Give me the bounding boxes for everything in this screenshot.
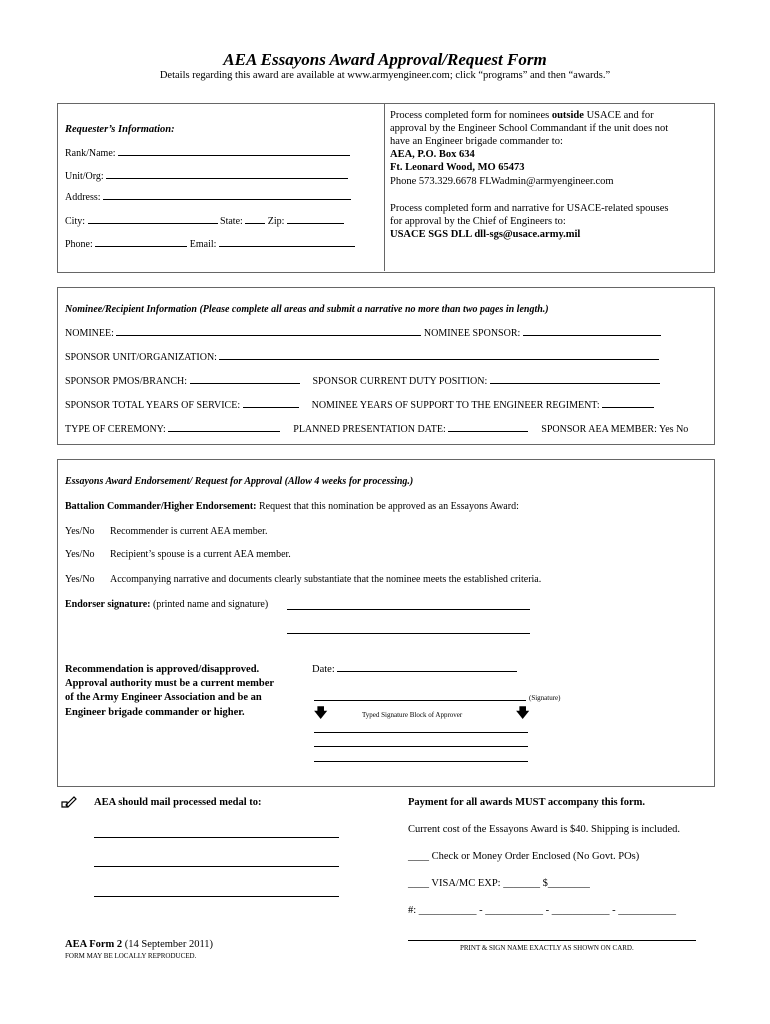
process-line-3: have an Engineer brigade commander to: [390, 136, 563, 147]
form-number [65, 939, 213, 950]
yesno-toggle-2[interactable]: Yes/No [65, 549, 95, 560]
recommendation-line-3: of the Army Engineer Association and be an [65, 692, 262, 703]
usace-line-3: USACE SGS DLL dll-sgs@usace.army.mil [390, 229, 581, 240]
typed-signature-line-2[interactable] [314, 746, 528, 747]
yesno-toggle-3[interactable]: Yes/No [65, 574, 95, 585]
ceremony-label: TYPE OF CEREMONY: [65, 424, 166, 435]
sponsor-years-row[interactable] [65, 400, 654, 411]
battalion-endorsement [65, 501, 519, 512]
nominee-sponsor-label: NOMINEE SPONSOR: [423, 328, 521, 339]
rank-name-label: Rank/Name: [65, 148, 116, 159]
usace-line-2: for approval by the Chief of Engineers to: [390, 216, 566, 227]
process-line-1-pre: Process completed form for nominees [390, 110, 552, 121]
aea-address-2: Ft. Leonard Wood, MO 65473 [390, 162, 525, 173]
down-arrow-icon: 🡇 [516, 705, 530, 720]
ceremony-row[interactable] [65, 424, 688, 435]
state-label: State: [220, 216, 243, 227]
nominee-label: NOMINEE: [65, 328, 114, 339]
award-cost: Current cost of the Essayons Award is $40. Shipping is included. [408, 824, 681, 835]
card-signature-line[interactable] [408, 940, 696, 941]
down-arrow-icon: 🡇 [314, 705, 328, 720]
mail-address-line-3[interactable] [94, 896, 339, 897]
check-option[interactable]: ____ Check or Money Order Enclosed (No Govt. POs) [408, 851, 640, 862]
pen-icon [61, 796, 77, 815]
sponsor-unit-row[interactable] [65, 352, 659, 363]
battalion-text: Request that this nomination be approved as an Essayons Award: [256, 501, 519, 512]
approver-signature-line[interactable] [314, 700, 526, 701]
battalion-label: Battalion Commander/Higher Endorsement: [65, 501, 257, 512]
reproduce-note: FORM MAY BE LOCALLY REPRODUCED. [65, 952, 197, 960]
mail-address-line-2[interactable] [94, 866, 339, 867]
nominee-heading: Nominee/Recipient Information (Please complete all areas and submit a narrative no more than two pages in length.) [65, 304, 549, 315]
zip-label: Zip: [267, 216, 285, 227]
approval-date-field[interactable] [312, 664, 517, 675]
endorser-signature-bold: Endorser signature: [65, 599, 151, 610]
print-sign-label: PRINT & SIGN NAME EXACTLY AS SHOWN ON CARD. [460, 944, 634, 952]
endorser-signature-line-1[interactable] [287, 609, 530, 610]
typed-signature-label: Typed Signature Block of Approver [362, 711, 463, 719]
process-line-1 [390, 110, 654, 121]
process-line-1-post: USACE and for [583, 110, 654, 121]
requester-heading: Requester’s Information: [65, 124, 175, 135]
typed-signature-line-3[interactable] [314, 761, 528, 762]
email-label: Email: [189, 239, 217, 250]
sponsor-years-label: SPONSOR TOTAL YEARS OF SERVICE: [65, 400, 241, 411]
mail-heading: AEA should mail processed medal to: [94, 797, 262, 808]
sponsor-pmos-row[interactable] [65, 376, 660, 387]
recommendation-line-2: Approval authority must be a current member [65, 678, 275, 689]
form-subtitle: Details regarding this award are available at www.armyengineer.com; click “programs” and then “awards.” [159, 70, 611, 81]
criteria-item-1: Recommender is current AEA member. [110, 526, 268, 537]
criteria-item-3: Accompanying narrative and documents clearly substantiate that the nominee meets the established criteria. [110, 574, 542, 585]
aea-phone-email: Phone 573.329.6678 FLWadmin@armyengineer.com [390, 176, 614, 187]
rank-name-field[interactable] [65, 148, 350, 159]
endorser-signature-label [65, 599, 268, 610]
unit-org-field[interactable] [65, 171, 348, 182]
sponsor-aea-member-label: SPONSOR AEA MEMBER: Yes No [541, 424, 689, 435]
unit-org-label: Unit/Org: [65, 171, 104, 182]
process-line-2: approval by the Engineer School Commandant if the unit does not [390, 123, 669, 134]
nominee-row[interactable] [65, 328, 661, 339]
sponsor-pmos-label: SPONSOR PMOS/BRANCH: [65, 376, 187, 387]
sponsor-unit-label: SPONSOR UNIT/ORGANIZATION: [65, 352, 217, 363]
phone-email-field[interactable] [65, 239, 355, 250]
presentation-date-label: PLANNED PRESENTATION DATE: [293, 424, 446, 435]
yesno-toggle-1[interactable]: Yes/No [65, 526, 95, 537]
typed-signature-line-1[interactable] [314, 732, 528, 733]
mail-address-line-1[interactable] [94, 837, 339, 838]
criteria-item-2: Recipient’s spouse is a current AEA member. [110, 549, 291, 560]
city-state-zip-field[interactable] [65, 216, 344, 227]
address-label: Address: [65, 192, 101, 203]
phone-label: Phone: [65, 239, 93, 250]
aea-address-1: AEA, P.O. Box 634 [390, 149, 475, 160]
recommendation-line-4: Engineer brigade commander or higher. [65, 707, 245, 718]
usace-line-1: Process completed form and narrative for USACE-related spouses [390, 203, 669, 214]
form-date: (14 September 2011) [122, 939, 214, 950]
nominee-support-label: NOMINEE YEARS OF SUPPORT TO THE ENGINEER REGIMENT: [311, 400, 600, 411]
endorser-signature-line-2[interactable] [287, 633, 530, 634]
card-number-field[interactable]: #: ___________ - ___________ - ___________ - ___________ [408, 905, 677, 916]
form-number-bold: AEA Form 2 [65, 939, 123, 950]
form-title: AEA Essayons Award Approval/Request Form [223, 50, 547, 69]
recommendation-line-1: Recommendation is approved/disapproved. [65, 664, 260, 675]
city-label: City: [65, 216, 86, 227]
approval-date-label: Date: [312, 664, 335, 675]
signature-label: (Signature) [529, 694, 561, 702]
endorsement-heading: Essayons Award Endorsement/ Request for Approval (Allow 4 weeks for processing.) [65, 476, 414, 487]
address-field[interactable] [65, 192, 351, 203]
payment-heading: Payment for all awards MUST accompany this form. [408, 797, 646, 808]
endorser-signature-text: (printed name and signature) [150, 599, 269, 610]
sponsor-duty-label: SPONSOR CURRENT DUTY POSITION: [312, 376, 488, 387]
visa-option[interactable]: ____ VISA/MC EXP: _______ $________ [408, 878, 590, 889]
process-line-1-bold: outside [551, 110, 584, 121]
